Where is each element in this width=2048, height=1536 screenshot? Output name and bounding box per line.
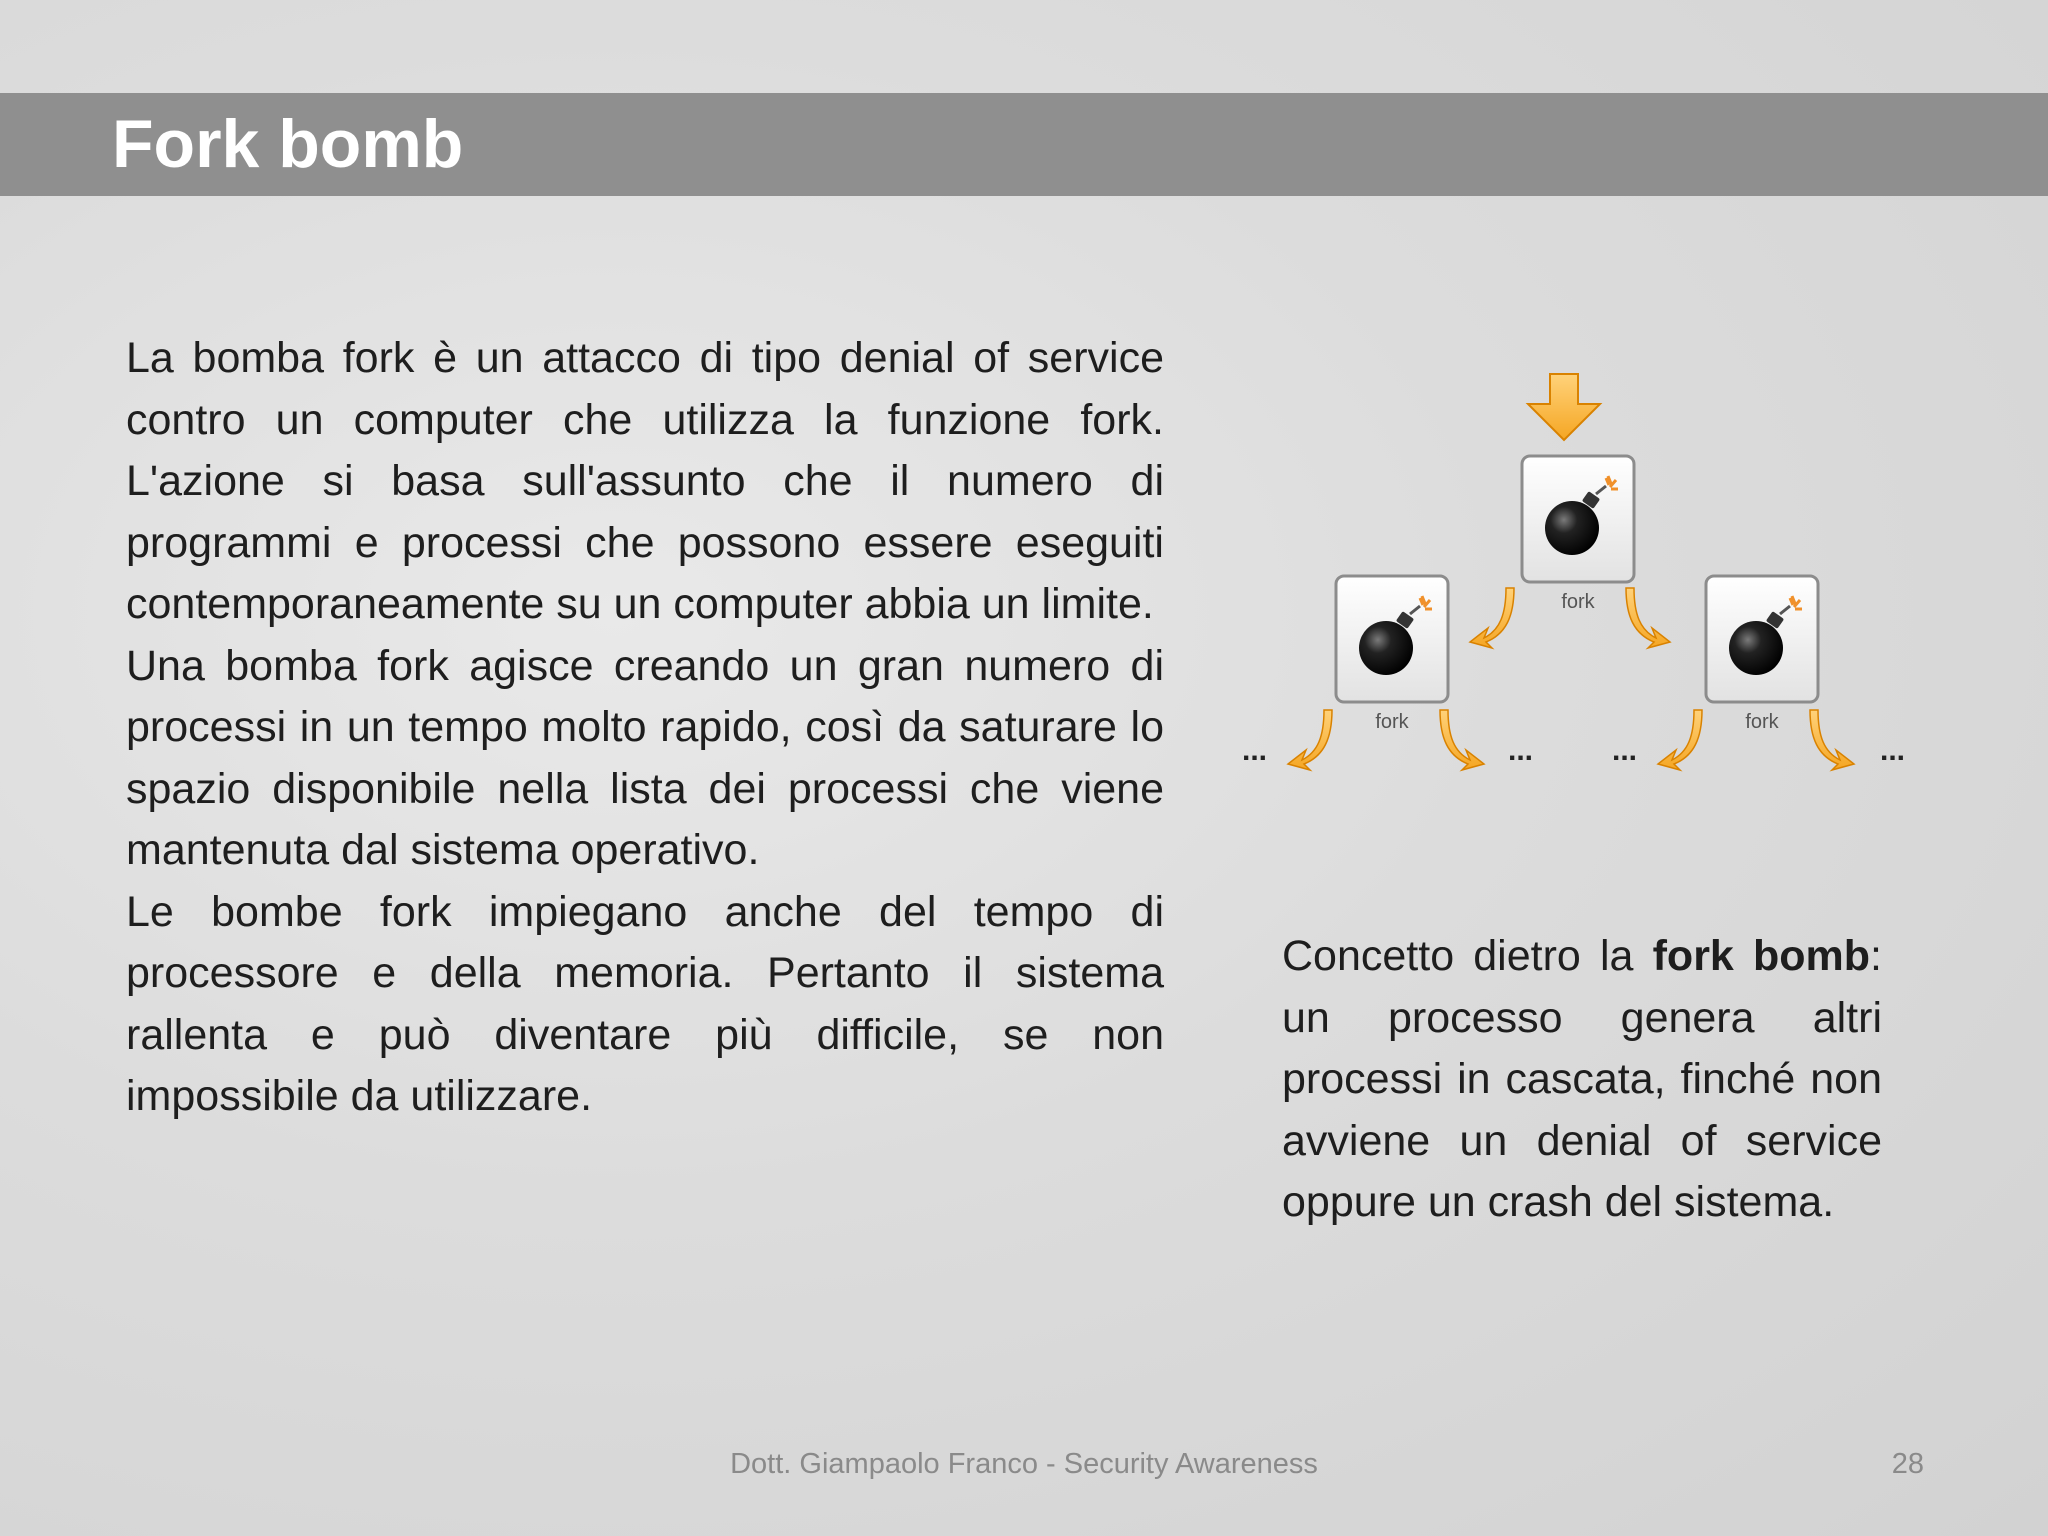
- ellipsis-4: ...: [1880, 734, 1906, 767]
- fork-label-left: fork: [1375, 711, 1409, 733]
- fork-arrow-left-left-icon: [1288, 710, 1332, 770]
- caption-suffix: : un processo genera altri processi in cascata, finché non avviene un denial of service oppure un crash del sistema.: [1282, 932, 1882, 1226]
- parent-process-bomb-icon: [1522, 456, 1634, 582]
- page-number: 28: [1891, 1448, 1924, 1480]
- caption-prefix: Concetto dietro la: [1282, 932, 1653, 980]
- down-arrow-icon: [1528, 374, 1600, 440]
- child-process-right-bomb-icon: [1706, 576, 1818, 702]
- child-process-left-bomb-icon: [1336, 576, 1448, 702]
- title-bar: [0, 93, 2048, 196]
- fork-label-right: fork: [1745, 711, 1779, 733]
- footer-text: Dott. Giampaolo Franco - Security Awareness: [730, 1448, 1318, 1480]
- diagram-caption: [1282, 926, 1882, 1234]
- fork-arrow-right-right-icon: [1810, 710, 1854, 770]
- ellipsis-1: ...: [1242, 734, 1268, 767]
- slide-title: Fork bomb: [112, 106, 464, 182]
- body-text: [126, 328, 1164, 1128]
- caption-bold-term: fork bomb: [1652, 932, 1871, 980]
- fork-arrow-left-icon: [1470, 588, 1514, 648]
- fork-arrow-left-right-icon: [1440, 710, 1484, 770]
- ellipsis-3: ...: [1612, 734, 1638, 767]
- paragraph-1: La bomba fork è un attacco di tipo denial of service contro un computer che utilizza la funzione fork. L'azione si basa sull'assunto che il numero di programmi e processi che possono essere eseguiti contemporaneamente su un computer abbia un limite.: [126, 334, 1164, 628]
- fork-label-top: fork: [1561, 591, 1595, 613]
- fork-arrow-right-icon: [1626, 588, 1670, 648]
- ellipsis-2: ...: [1508, 734, 1534, 767]
- paragraph-2: Una bomba fork agisce creando un gran numero di processi in un tempo molto rapido, così da saturare lo spazio disponibile nella lista dei processi che viene mantenuta dal sistema operativo.: [126, 641, 1164, 874]
- fork-arrow-right-left-icon: [1658, 710, 1702, 770]
- fork-bomb-diagram: [1230, 360, 1930, 790]
- paragraph-3: Le bombe fork impiegano anche del tempo di processore e della memoria. Pertanto il sistema rallenta e può diventare più difficile, se non impossibile da utilizzare.: [126, 887, 1164, 1120]
